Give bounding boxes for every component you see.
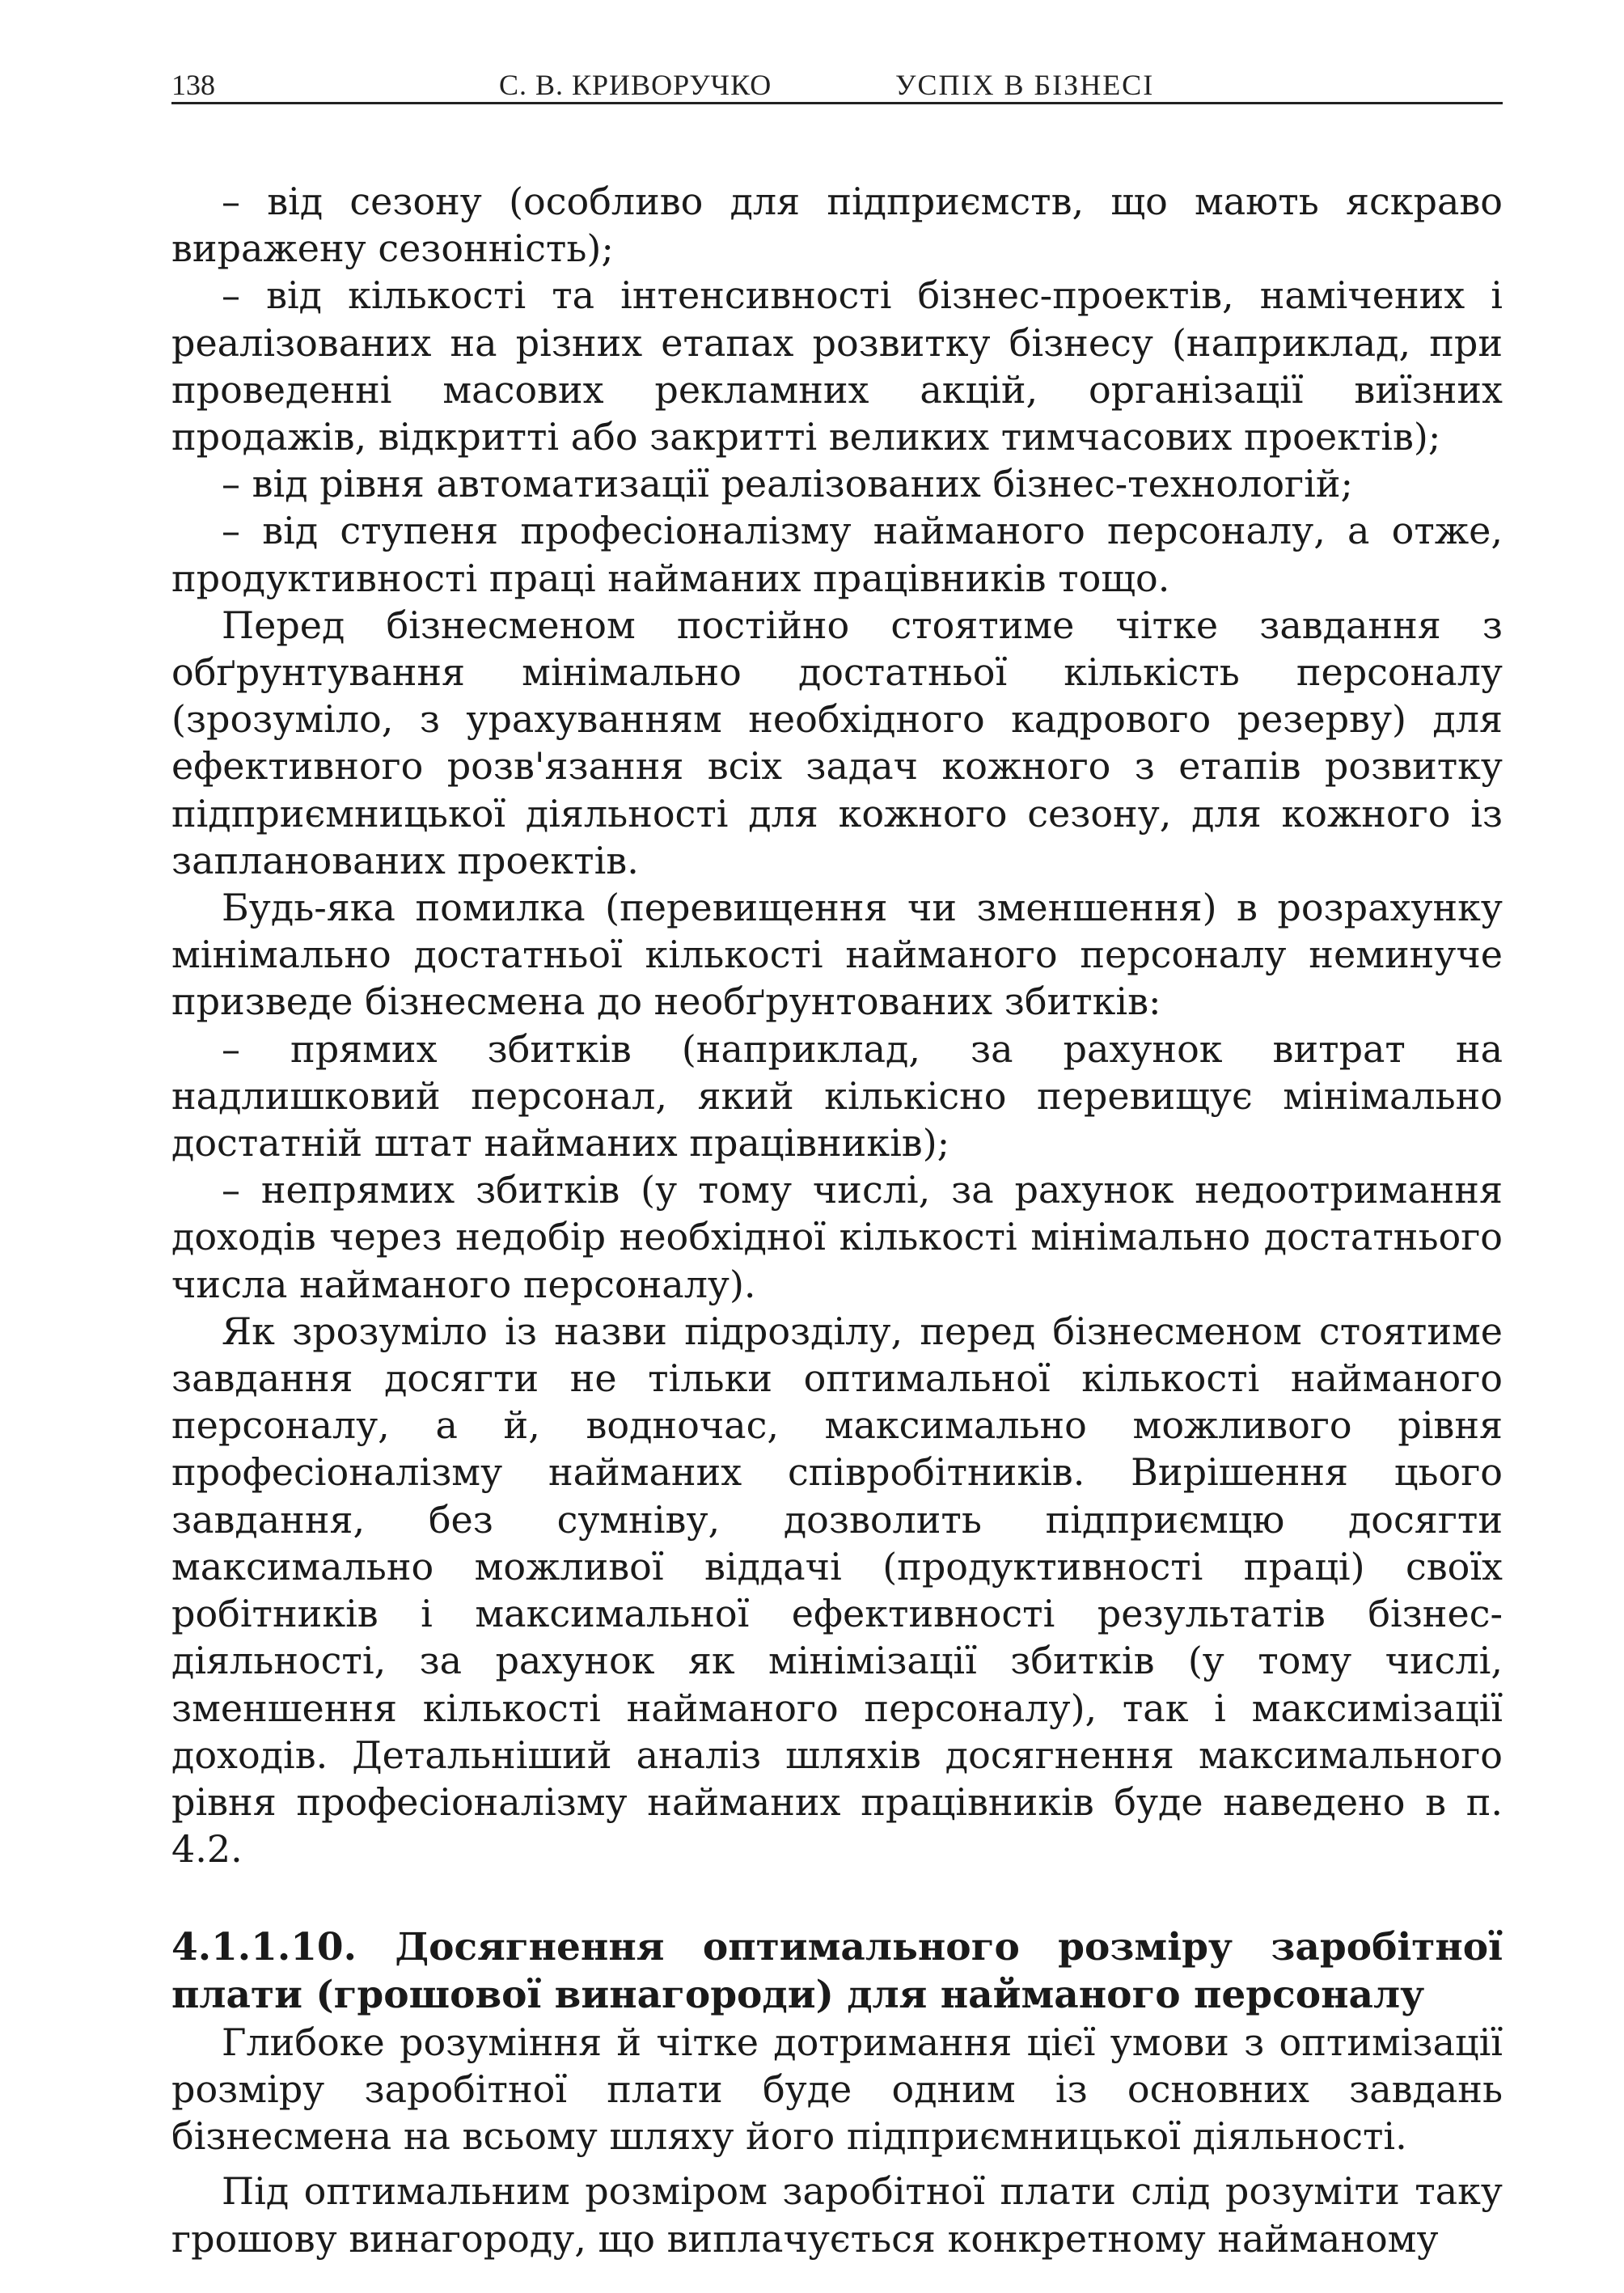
page-number: 138: [171, 69, 215, 101]
list-item: – від ступеня професіоналізму найманого персоналу, а отже, продуктивності праці найманих працівників тощо.: [171, 509, 1503, 600]
list-item: – від рівня автоматизації реалізованих бізнес-технологій;: [222, 462, 1354, 506]
page-body: [171, 178, 1503, 2262]
body-paragraph: Під оптимальним розміром заробітної плати слід розуміти таку грошову винагороду, що виплачується конкретному найманому: [171, 2169, 1503, 2261]
body-paragraph: Як зрозуміло із назви підрозділу, перед бізнесменом стоятиме завдання досягти не тільки оптимальної кількості найманого персоналу, а й, водночас, максимально можливого рівня професіоналізму найманих співробітників. Вирішення цього завдання, без сумніву, дозволить підприємцю досягти максимально можливої віддачі (продуктивності праці) своїх робітників і максимальної ефективності результатів бізнес-діяльності, за рахунок як мінімізації збитків (у тому числі, зменшення кількості найманого персоналу), так і максимізації доходів. Детальніший аналіз шляхів досягнення максимального рівня професіоналізму найманих працівників буде наведено в п. 4.2.: [171, 1309, 1503, 1872]
header-book-title: УСПІХ В БІЗНЕСІ: [895, 69, 1155, 101]
body-paragraph: Будь-яка помилка (перевищення чи зменшення) в розрахунку мінімально достатньої кількості найманого персоналу неминуче призведе бізнесмена до необґрунтованих збитків:: [171, 886, 1503, 1024]
header-author: С. В. КРИВОРУЧКО: [499, 69, 772, 101]
list-item: – від сезону (особливо для підприємств, що мають яскраво виражену сезонність);: [171, 180, 1503, 271]
running-header: [171, 68, 1503, 104]
list-item: – від кількості та інтенсивності бізнес-проектів, намічених і реалізованих на різних етапах розвитку бізнесу (наприклад, при проведенні масових рекламних акцій, організації виїзних продажів, відкритті або закритті великих тимчасових проектів);: [171, 273, 1503, 459]
list-item: – прямих збитків (наприклад, за рахунок витрат на надлишковий персонал, який кількісно перевищує мінімально достатній штат найманих працівників);: [171, 1026, 1503, 1166]
list-item: – непрямих збитків (у тому числі, за рахунок недоотримання доходів через недобір необхідної кількості мінімально достатнього числа найманого персоналу).: [171, 1168, 1503, 1306]
body-paragraph: Глибоке розуміння й чітке дотримання цієї умови з оптимізації розміру заробітної плати буде одним із основних завдань бізнесмена на всьому шляху його підприємницької діяльності.: [171, 2020, 1503, 2159]
body-paragraph: Перед бізнесменом постійно стоятиме чітке завдання з обґрунтування мінімально достатньої кількість персоналу (зрозуміло, з урахуванням необхідного кадрового резерву) для ефективного розв'язання всіх задач кожного з етапів розвитку підприємницької діяльності для кожного сезону, для кожного із запланованих проектів.: [171, 603, 1503, 882]
section-heading: 4.1.1.10. Досягнення оптимального розміру заробітної плати (грошової винагороди) для найманого персоналу: [171, 1925, 1503, 2017]
